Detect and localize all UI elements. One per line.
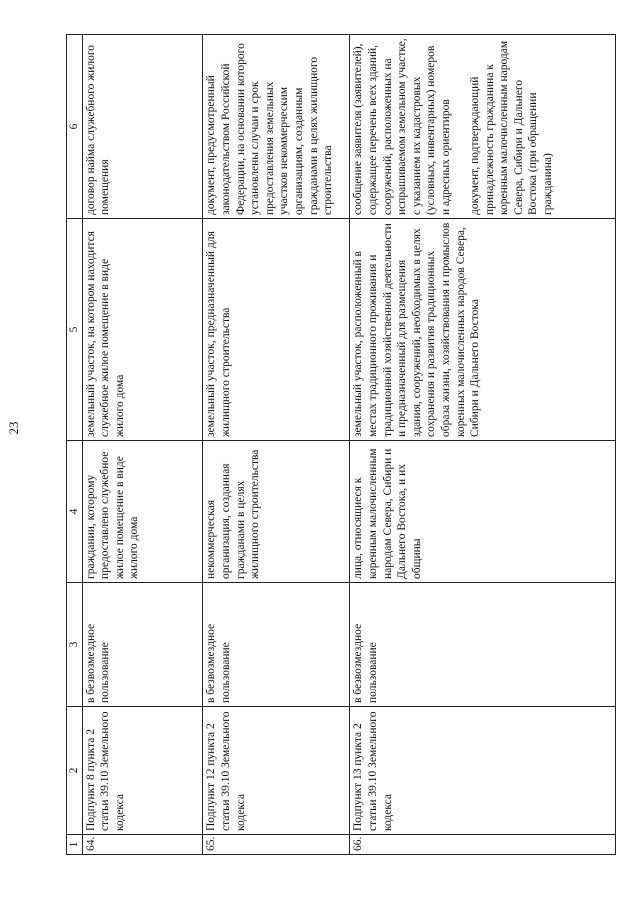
table-row xyxy=(203,35,350,855)
land-provision-table xyxy=(66,34,616,855)
provision-type: в безвозмездное пользование xyxy=(203,583,350,707)
applicant: лица, относящиеся к коренным малочисленным народам Севера, Сибири и Дальнего Востока, и их общины xyxy=(350,441,616,583)
legal-basis: Подпункт 12 пункта 2 статьи 39.10 Земельного кодекса xyxy=(203,707,350,835)
applicant: граждании, которому предоставлено служебное жилое помещение в виде жилого дома xyxy=(82,441,203,583)
land-plot: земельный участок, на котором находится служебное жилое помещение в виде жилого дома xyxy=(82,219,203,441)
row-number: 64. xyxy=(82,835,203,855)
applicant: некоммерческая организация, созданная гражданами в целях жилищного строительства xyxy=(203,441,350,583)
row-number: 65. xyxy=(203,835,350,855)
required-documents: документ, предусмотренный законодательством Российской Федерации, на основании которого установлены случаи и срок предоставления земельных участков некоммерческим организациям, созданным гражданами в целях жилищного строительства xyxy=(203,35,350,219)
land-plot: земельный участок, расположенный в местах традиционного проживания и традиционной хозяйственной деятельности и предназначенный для размещения здания, сооружений, необходимых в целях сохранения и развития традиционных образа жизни, хозяйствования и промыслов коренных малочисленных народов Севера, Сибири и Дальнего Востока xyxy=(350,219,616,441)
land-plot: земельный участок, предназначенный для жилищного строительства xyxy=(203,219,350,441)
required-documents: сообщение заявителя (заявителей), содержащее перечень всех зданий, сооружений, расположенных на испрашиваемом земельном участке, с указанием их кадастровых (условных, инвентарных) номеров и адресных ориентиров документ, подтверждающий принадлежность гражданина к коренным малочисленным народам Севера, Сибири и Дальнего Востока (при обращении гражданина) xyxy=(350,35,616,219)
header-cell-6: 6 xyxy=(67,35,83,219)
header-cell-1: 1 xyxy=(67,835,83,855)
row-number: 66. xyxy=(350,835,616,855)
rotated-table-container xyxy=(66,35,616,855)
table-row xyxy=(82,35,203,855)
provision-type: в безвозмездное пользование xyxy=(350,583,616,707)
provision-type: в безвозмездное пользование xyxy=(82,583,203,707)
legal-basis: Подпункт 8 пункта 2 статьи 39.10 Земельного кодекса xyxy=(82,707,203,835)
legal-basis: Подпункт 13 пункта 2 статьи 39.10 Земельного кодекса xyxy=(350,707,616,835)
header-cell-2: 2 xyxy=(67,707,83,835)
header-cell-5: 5 xyxy=(67,219,83,441)
page-number: 23 xyxy=(6,421,21,435)
header-cell-4: 4 xyxy=(67,441,83,583)
header-row xyxy=(67,35,83,855)
table-row xyxy=(350,35,616,855)
required-documents: договор найма служебного жилого помещения xyxy=(82,35,203,219)
header-cell-3: 3 xyxy=(67,583,83,707)
